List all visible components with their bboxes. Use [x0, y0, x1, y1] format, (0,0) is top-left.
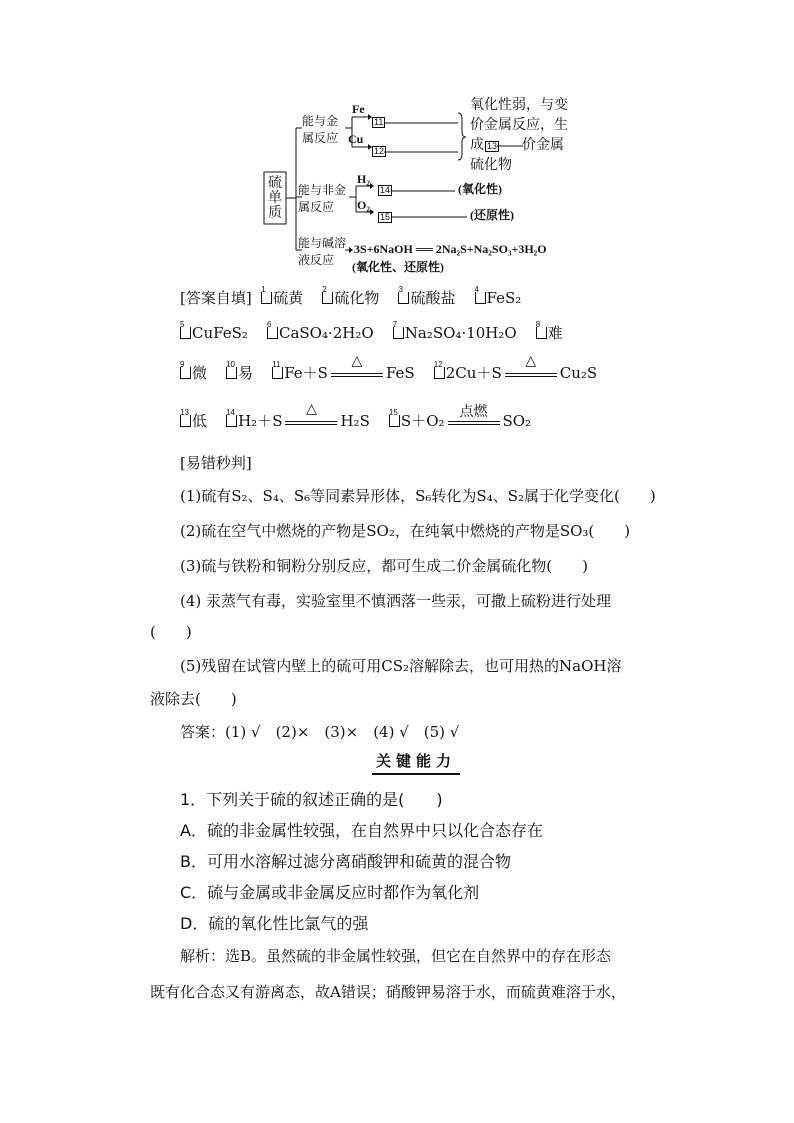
answer-6: CaSO₄·2H₂O — [278, 324, 374, 342]
metal-note-1: 氧化性弱，与变 — [470, 97, 568, 113]
answer-11-lhs: Fe＋S — [284, 364, 328, 382]
question-1-analysis-line2: 既有化合态又有游离态，故A错误；硝酸钾易溶于水，而硫黄难溶于水， — [150, 983, 626, 1001]
answer-marker-13: 13 — [180, 415, 191, 427]
metal-note-4: 硫化物 — [470, 157, 512, 173]
reaction-heat-sign-11: △ — [331, 367, 383, 381]
answer-marker-12: 12 — [434, 367, 445, 379]
branch-metal-label: 能与金属反应 — [302, 114, 339, 145]
question-1-stem: 1．下列关于硫的叙述正确的是( ) — [180, 790, 443, 809]
answer-3: 硫酸盐 — [410, 289, 456, 307]
answer-marker-6: 6 — [267, 327, 278, 339]
answer-marker-7: 7 — [393, 327, 404, 339]
answers-fill-row-2 — [180, 322, 563, 343]
blank-box-14: 14 — [380, 185, 391, 195]
judge-heading: [易错秒判] — [180, 454, 252, 472]
judge-q4-line2: ( ) — [150, 623, 192, 641]
judge-q1: (1)硫有S₂、S₄、S₆等同素异形体，S₆转化为S₄、S₂属于化学变化( ) — [180, 487, 656, 505]
question-1-option-b: B．可用水溶解过滤分离硝酸钾和硫黄的混合物 — [180, 852, 511, 871]
judge-answer: 答案：(1) √ (2)× (3)× (4) √ (5) √ — [180, 723, 460, 741]
question-1-option-d: D．硫的氧化性比氯气的强 — [180, 914, 369, 933]
answer-marker-9: 9 — [180, 367, 191, 379]
answer-marker-5: 5 — [180, 327, 191, 339]
answer-13: 低 — [192, 412, 208, 430]
answer-4: FeS₂ — [486, 289, 522, 307]
answer-9: 微 — [192, 364, 208, 382]
branch-base-label: 能与碱溶液反应 — [298, 236, 347, 267]
answer-5: CuFeS₂ — [192, 324, 248, 342]
section-title: 关键能力 — [372, 750, 460, 775]
answers-fill-row-4 — [180, 401, 532, 431]
answer-marker-3: 3 — [398, 292, 409, 304]
o2-note: (还原性) — [470, 208, 514, 222]
answer-2: 硫化物 — [334, 289, 380, 307]
answer-15-rhs: SO₂ — [502, 412, 532, 430]
metal-note-3b: 价金属 — [522, 137, 564, 153]
o2-label: O₂ — [357, 198, 370, 212]
judge-q3: (3)硫与铁粉和铜粉分别反应，都可生成二价金属硫化物( ) — [180, 557, 588, 575]
answer-8: 难 — [547, 324, 563, 342]
answer-marker-11: 11 — [272, 367, 283, 379]
answer-marker-1: 1 — [261, 292, 272, 304]
answers-fill-heading: [答案自填] — [180, 289, 252, 307]
answer-12-rhs: Cu₂S — [559, 364, 598, 382]
answer-12-lhs: 2Cu＋S — [445, 364, 502, 382]
metal-note-3a: 成 — [470, 137, 484, 153]
judge-q4-line1: (4) 汞蒸气有毒，实验室里不慎洒落一些汞，可撒上硫粉进行处理 — [180, 592, 612, 610]
reaction-heat-sign-14: △ — [285, 415, 337, 429]
answer-marker-14: 14 — [226, 415, 237, 427]
answers-fill-row-1 — [180, 287, 521, 308]
h2-label: H₂ — [357, 172, 370, 186]
diagram-root-label: 硫单质 — [268, 175, 282, 221]
base-equation: 3S+6NaOH ══ 2Na₂S+Na₂SO₃+3H₂O — [354, 242, 547, 256]
answers-fill-row-3 — [180, 353, 598, 383]
answer-marker-8: 8 — [536, 327, 547, 339]
answer-14-rhs: H₂S — [340, 412, 370, 430]
fe-label: Fe — [352, 102, 365, 116]
h2-note: (氧化性) — [458, 182, 502, 196]
answer-marker-2: 2 — [322, 292, 333, 304]
judge-q5-line2: 液除去( ) — [150, 690, 237, 708]
answer-14-lhs: H₂＋S — [238, 412, 283, 430]
metal-note-2: 价金属反应，生 — [470, 117, 568, 133]
answer-1: 硫黄 — [273, 289, 304, 307]
reaction-heat-sign-12: △ — [505, 367, 557, 381]
blank-box-13: 13 — [487, 141, 498, 151]
answer-marker-10: 10 — [226, 367, 237, 379]
cu-label: Cu — [348, 132, 364, 146]
blank-box-11: 11 — [374, 117, 384, 127]
question-1-option-a: A．硫的非金属性较强，在自然界中只以化合态存在 — [180, 821, 543, 840]
answer-10: 易 — [238, 364, 254, 382]
question-1-analysis-line1: 解析：选B。虽然硫的非金属性较强，但它在自然界中的存在形态 — [180, 947, 612, 965]
answer-marker-15: 15 — [389, 415, 400, 427]
answer-15-lhs: S＋O₂ — [400, 412, 445, 430]
judge-q2: (2)硫在空气中燃烧的产物是SO₂，在纯氧中燃烧的产物是SO₃( ) — [180, 522, 631, 540]
blank-box-15: 15 — [380, 212, 391, 222]
reaction-ignite-sign-15: 点燃 — [448, 415, 500, 429]
question-1-option-c: C．硫与金属或非金属反应时都作为氧化剂 — [180, 883, 480, 902]
answer-7: Na₂SO₄·10H₂O — [404, 324, 517, 342]
base-note: (氧化性、还原性) — [352, 260, 444, 274]
answer-11-rhs: FeS — [385, 364, 415, 382]
judge-q5-line1: (5)残留在试管内壁上的硫可用CS₂溶解除去，也可用热的NaOH溶 — [180, 657, 622, 675]
branch-nonmetal-label: 能与非金属反应 — [298, 183, 347, 214]
answer-marker-4: 4 — [475, 292, 486, 304]
blank-box-12: 12 — [374, 146, 385, 156]
